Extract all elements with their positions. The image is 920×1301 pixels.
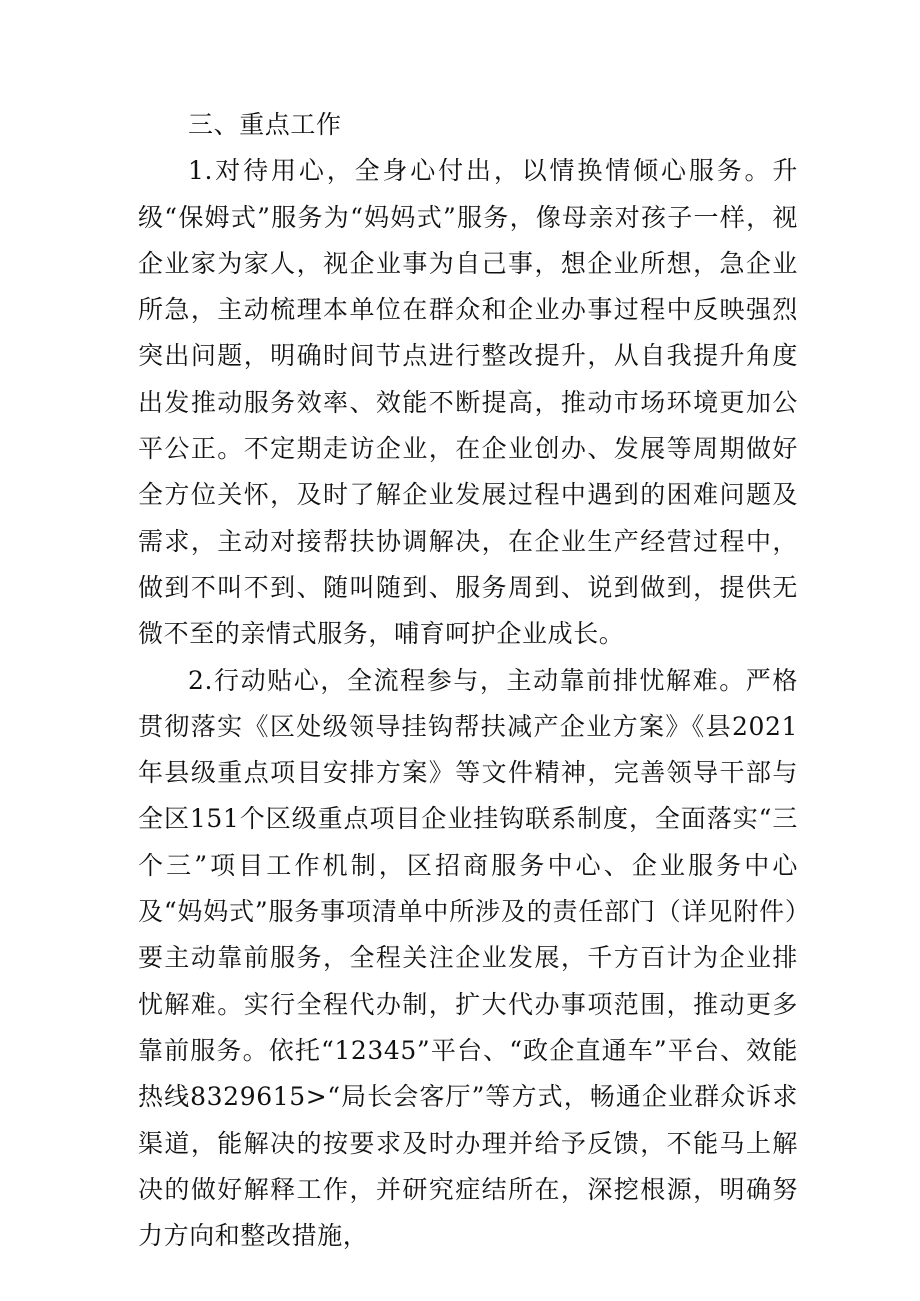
document-body <box>138 102 798 1259</box>
paragraph-1: 1.对待用心，全身心付出，以情换情倾心服务。升级“保姆式”服务为“妈妈式”服务，像母亲对孩子一样，视企业家为家人，视企业事为自己事，想企业所想，急企业所急，主动梳理本单位在群众和企业办事过程中反映强烈突出问题，明确时间节点进行整改提升，从自我提升角度出发推动服务效率、效能不断提高，推动市场环境更加公平公正。不定期走访企业，在企业创办、发展等周期做好全方位关怀，及时了解企业发展过程中遇到的困难问题及需求，主动对接帮扶协调解决，在企业生产经营过程中，做到不叫不到、随叫随到、服务周到、说到做到，提供无微不至的亲情式服务，哺育呵护企业成长。 <box>138 156 798 649</box>
paragraph-2: 2.行动贴心，全流程参与，主动靠前排忧解难。严格贯彻落实《区处级领导挂钩帮扶减产企业方案》《县2021年县级重点项目安排方案》等文件精神，完善领导干部与全区151个区级重点项目企业挂钩联系制度，全面落实“三个三”项目工作机制，区招商服务中心、企业服务中心及“妈妈式”服务事项清单中所涉及的责任部门（详见附件）要主动靠前服务，全程关注企业发展，千方百计为企业排忧解难。实行全程代办制，扩大代办事项范围，推动更多靠前服务。依托“12345”平台、“政企直通车”平台、效能热线8329615>“局长会客厅”等方式，畅通企业群众诉求渠道，能解决的按要求及时办理并给予反馈，不能马上解决的做好解释工作，并研究症结所在，深挖根源，明确努力方向和整改措施， <box>138 665 798 1251</box>
section-heading: 三、重点工作 <box>188 110 342 139</box>
